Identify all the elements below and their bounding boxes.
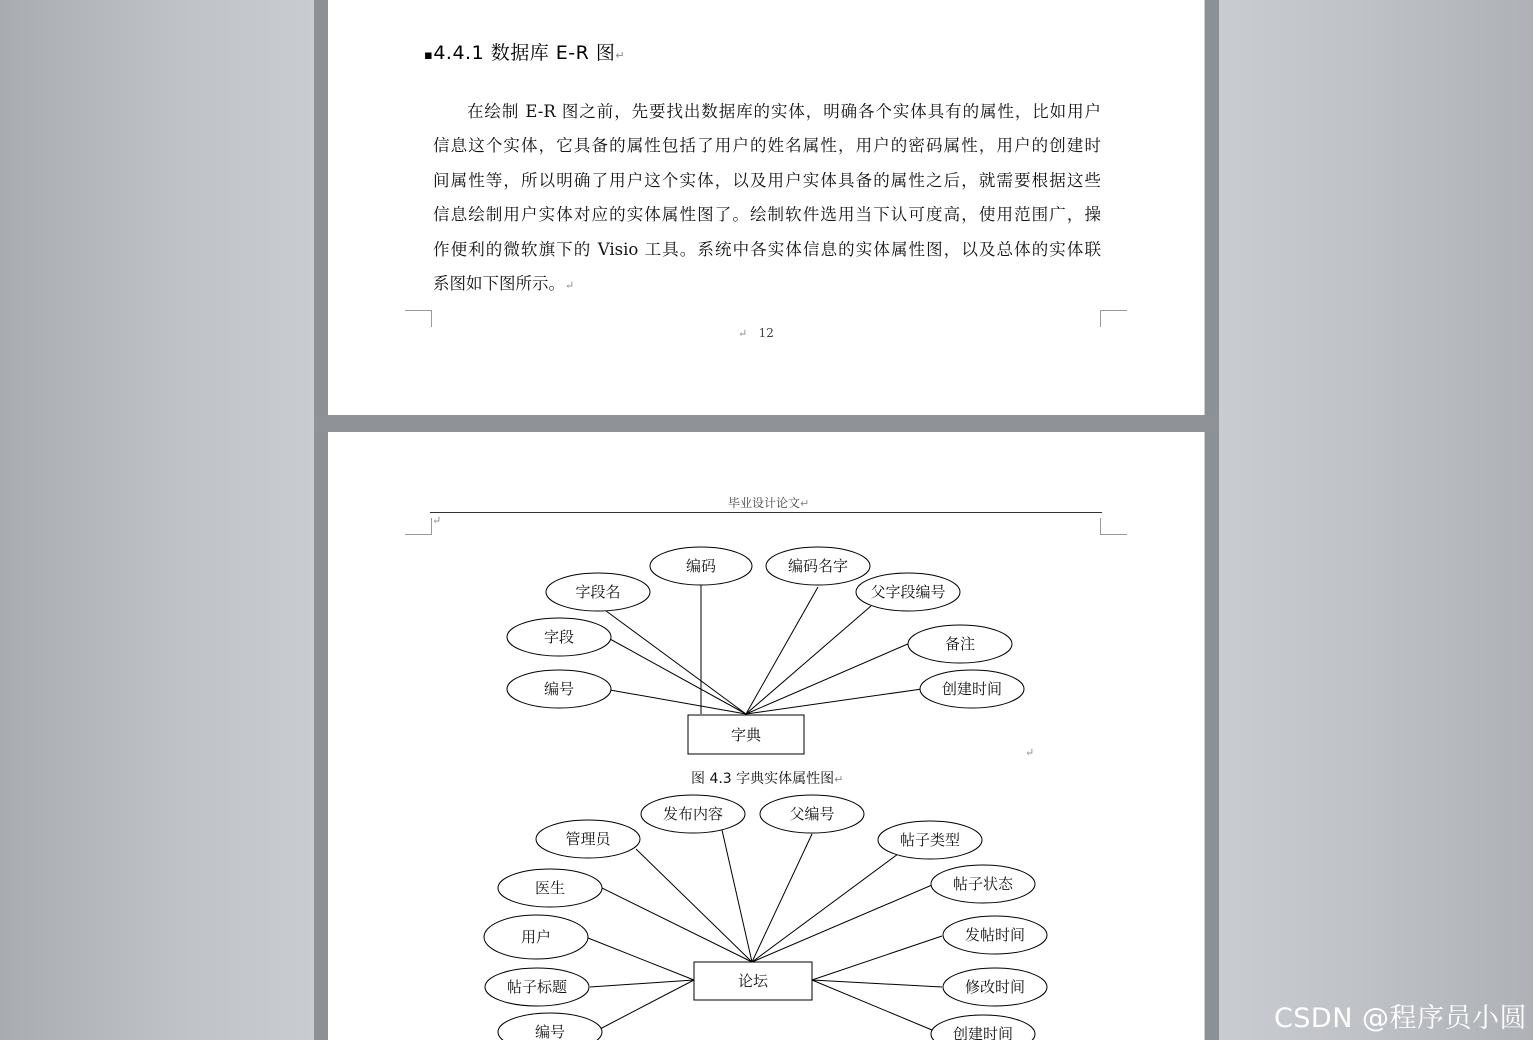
- paragraph-line-last: [433, 267, 1101, 301]
- forum-attr-label: 发帖时间: [964, 926, 1026, 944]
- paragraph-line-text: 系图如下图所示。: [433, 273, 565, 293]
- dict-entity-box: [688, 715, 804, 754]
- paragraph-line: 作便利的微软旗下的 Visio 工具。系统中各实体信息的实体属性图，以及总体的实体联: [433, 239, 1101, 259]
- page-number-text: 12: [758, 326, 774, 340]
- forum-entity-label: 论坛: [737, 972, 769, 990]
- forum-attr-label: 管理员: [565, 830, 611, 848]
- paragraph-mark-icon: ↵: [834, 773, 844, 786]
- left-window-gutter: [314, 0, 328, 1040]
- heading-bullet-marker: ▪: [424, 48, 434, 63]
- dict-attr-label: 备注: [944, 635, 976, 653]
- dict-attr-label: 创建时间: [941, 680, 1003, 698]
- forum-attr-label: 创建时间: [952, 1025, 1014, 1040]
- dict-attr-label: 字段名: [575, 583, 621, 601]
- paragraph-mark-icon: ↵: [800, 497, 810, 510]
- forum-attr-label: 帖子标题: [506, 978, 568, 996]
- dict-attr-label: 字段: [543, 628, 575, 646]
- page-header-text: 毕业设计论文: [728, 496, 801, 510]
- document-page-1[interactable]: [328, 0, 1204, 415]
- section-heading: [424, 38, 625, 65]
- body-paragraph: [433, 95, 1101, 301]
- forum-attr-label: 用户: [520, 928, 552, 946]
- right-window-gutter: [1205, 0, 1219, 1040]
- dict-attr-label: 编码名字: [787, 557, 849, 575]
- dict-attr-label: 编号: [543, 680, 575, 698]
- section-heading-text: 4.4.1 数据库 E-R 图: [433, 42, 616, 64]
- paragraph-mark-icon: ↵: [738, 327, 748, 340]
- paragraph-line: 在绘制 E-R 图之前，先要找出数据库的实体，明确各个实体具有的属性，比如用户: [467, 102, 1101, 121]
- page-break-gap: [314, 415, 1218, 432]
- dict-attr-label: 编码: [685, 557, 717, 575]
- forum-entity-box: [694, 962, 812, 1000]
- forum-attr-label: 帖子状态: [952, 875, 1014, 893]
- forum-attr-label: 修改时间: [964, 978, 1026, 996]
- figure-caption-text: 图 4.3 字典实体属性图: [691, 771, 835, 787]
- crop-mark-icon: [405, 310, 432, 327]
- crop-mark-icon: [1100, 310, 1127, 327]
- document-page-2[interactable]: [328, 432, 1204, 1040]
- dict-entity-label: 字典: [730, 726, 762, 744]
- paragraph-line: 间属性等，所以明确了用户这个实体，以及用户实体具备的属性之后，就需要根据这些: [433, 170, 1101, 190]
- csdn-watermark: CSDN @程序员小圆: [1273, 1003, 1527, 1034]
- dict-attr-label: 父字段编号: [870, 583, 946, 601]
- paragraph-mark-icon: ↵: [432, 514, 442, 527]
- forum-attr-label: 医生: [534, 879, 566, 897]
- forum-attr-label: 编号: [534, 1023, 566, 1040]
- paragraph-line: 信息绘制用户实体对应的实体属性图了。绘制软件选用当下认可度高，使用范围广，操: [433, 205, 1101, 225]
- figure-caption: [691, 768, 843, 788]
- forum-attr-label: 帖子类型: [899, 831, 961, 849]
- paragraph-mark-icon: ↵: [1025, 746, 1035, 759]
- er-diagrams: [328, 432, 1204, 1040]
- paragraph-line: 信息这个实体，它具备的属性包括了用户的姓名属性，用户的密码属性，用户的创建时: [433, 136, 1101, 156]
- page-number: [738, 326, 774, 340]
- paragraph-mark-icon: ↵: [565, 278, 575, 292]
- forum-attr-label: 发布内容: [662, 805, 724, 823]
- paragraph-mark-icon: ↵: [615, 49, 626, 62]
- forum-attr-label: 父编号: [789, 805, 835, 823]
